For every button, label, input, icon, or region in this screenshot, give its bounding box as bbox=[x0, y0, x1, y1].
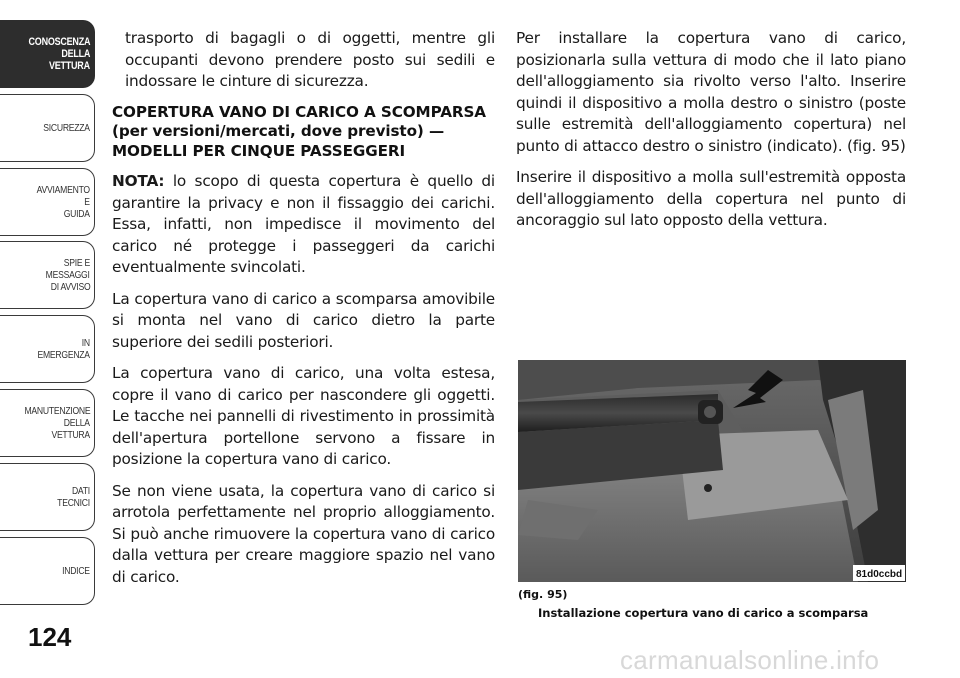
nota-text: lo scopo di questa copertura è quello di garantire la privacy e non il fissaggio dei carichi. Essa, infatti, non impedisce il movimento del carico né protegge i passeggeri da carichi eventualmente svincolati. bbox=[112, 172, 495, 276]
tab-label-line: IN bbox=[81, 337, 90, 349]
continued-paragraph: trasporto di bagagli o di oggetti, mentre gli occupanti devono prendere posto sui sedili e indossare le cinture di sicurezza. bbox=[125, 29, 495, 90]
tab-label-line: GUIDA bbox=[63, 208, 90, 220]
nota-paragraph bbox=[112, 171, 495, 279]
tab-label-line: DI AVVISO bbox=[50, 281, 90, 293]
body-paragraph: Se non viene usata, la copertura vano di carico si arrotola perfettamente nel proprio alloggiamento. Si può anche rimuovere la copertura vano di carico dalla vettura per creare maggiore spazio nel vano di carico. bbox=[112, 481, 495, 586]
tab-label-line: SICUREZZA bbox=[43, 122, 90, 134]
tab-indice[interactable] bbox=[0, 537, 95, 605]
tab-manutenzione-della-vettura[interactable] bbox=[0, 389, 95, 457]
page-number: 124 bbox=[28, 622, 72, 652]
tab-label-line: DELLA bbox=[63, 417, 90, 429]
tab-label-line: CONOSCENZA bbox=[28, 36, 90, 48]
tab-spie-e-messaggi[interactable] bbox=[0, 241, 95, 309]
body-paragraph: Per installare la copertura vano di carico, posizionarla sulla vettura di modo che il lato piano dell'alloggiamento sia rivolto verso l'alto. Inserire quindi il dispositivo a molla destro o sinistro (poste sulle estremità dell'alloggiamento copertura) nel punto di attacco destro o sinistro (indicato). (fig. 95) bbox=[516, 29, 906, 155]
body-paragraph: La copertura vano di carico a scomparsa amovibile si monta nel vano di carico dietro la parte superiore dei sedili posteriori. bbox=[112, 289, 495, 351]
left-column bbox=[112, 28, 495, 598]
tab-label-line: DELLA bbox=[61, 48, 90, 60]
figure-label: (fig. 95) bbox=[518, 588, 568, 601]
tab-label-line: INDICE bbox=[62, 565, 90, 577]
tab-in-emergenza[interactable] bbox=[0, 315, 95, 383]
section-title: COPERTURA VANO DI CARICO A SCOMPARSA (per versioni/mercati, dove previsto) — MODELLI PER CINQUE PASSEGGERI bbox=[112, 102, 486, 160]
tab-sicurezza[interactable] bbox=[0, 94, 95, 162]
tab-label-line: TECNICI bbox=[57, 497, 90, 509]
figure-caption: Installazione copertura vano di carico a scomparsa bbox=[538, 606, 869, 620]
tab-label-line: E bbox=[84, 196, 90, 208]
chapter-sidebar bbox=[0, 0, 97, 620]
body-paragraph: La copertura vano di carico, una volta estesa, copre il vano di carico per nascondere gli oggetti. Le tacche nei pannelli di rivestimento in prossimità dell'apertura portellone servono a fissare in posizione la copertura vano di carico. bbox=[112, 364, 495, 468]
tab-label-line: AVVIAMENTO bbox=[36, 184, 90, 196]
watermark-url: carmanualsonline.info bbox=[620, 645, 880, 675]
figure-image-code: 81d0ccbd bbox=[856, 569, 903, 580]
tab-label-line: MANUTENZIONE bbox=[24, 405, 90, 417]
right-column bbox=[516, 28, 906, 242]
tab-label-line: DATI bbox=[71, 485, 90, 497]
tab-conoscenza-della-vettura[interactable] bbox=[0, 20, 95, 88]
tab-dati-tecnici[interactable] bbox=[0, 463, 95, 531]
cargo-cover-photo bbox=[518, 360, 906, 582]
tab-label-line: VETTURA bbox=[49, 60, 90, 72]
tab-avviamento-e-guida[interactable] bbox=[0, 168, 95, 236]
tab-label-line: VETTURA bbox=[51, 429, 90, 441]
body-paragraph: Inserire il dispositivo a molla sull'estremità opposta dell'alloggiamento della copertura nel punto di ancoraggio sul lato opposto della vettura. bbox=[516, 168, 906, 229]
tab-label-line: MESSAGGI bbox=[46, 269, 90, 281]
tab-label-line: EMERGENZA bbox=[37, 349, 90, 361]
nota-label: NOTA: bbox=[112, 172, 165, 190]
tab-label-line: SPIE E bbox=[63, 257, 90, 269]
